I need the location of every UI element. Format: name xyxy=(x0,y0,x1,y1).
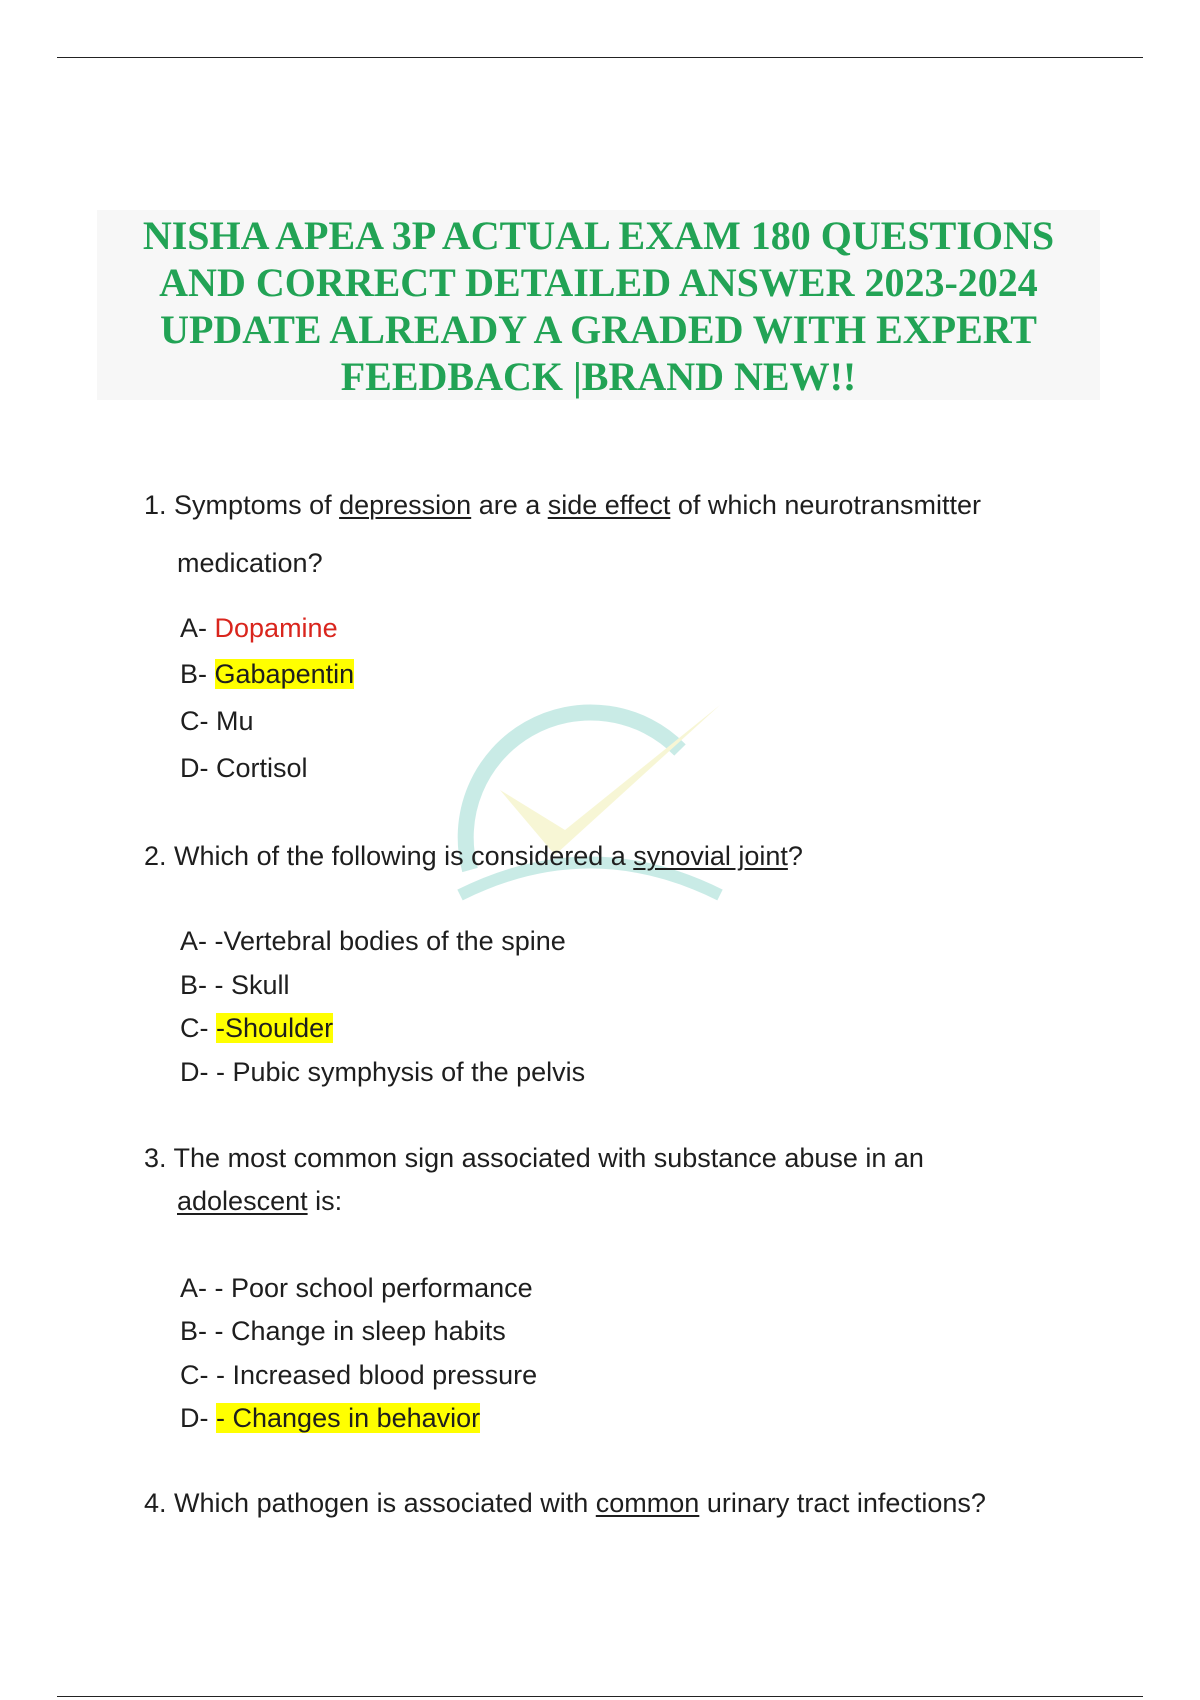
question-text: The most common sign associated with substance abuse in an xyxy=(173,1143,924,1173)
underlined-term: side effect xyxy=(547,490,671,520)
question-text: is: xyxy=(307,1186,343,1216)
question-2 xyxy=(144,839,803,873)
option-prefix: D- xyxy=(180,1057,209,1087)
answer-option xyxy=(180,924,566,958)
option-text: - Increased blood pressure xyxy=(216,1360,538,1390)
question-text: urinary tract infections? xyxy=(699,1488,986,1518)
answer-option xyxy=(180,968,290,1002)
answer-option xyxy=(180,1011,333,1045)
question-3-line-2 xyxy=(177,1184,342,1218)
option-prefix: B- xyxy=(180,659,207,689)
underlined-term: adolescent xyxy=(177,1186,308,1216)
option-prefix: A- xyxy=(180,926,207,956)
question-number: 1. xyxy=(144,490,167,520)
title-line: FEEDBACK |BRAND NEW!! xyxy=(340,354,857,399)
option-text: -Vertebral bodies of the spine xyxy=(214,926,566,956)
option-text: Mu xyxy=(216,706,254,736)
question-3 xyxy=(144,1141,924,1175)
answer-option xyxy=(180,657,354,691)
answer-option xyxy=(180,1271,533,1305)
question-text: ? xyxy=(787,841,803,871)
title-line: AND CORRECT DETAILED ANSWER 2023-2024 xyxy=(159,260,1038,305)
header-rule xyxy=(57,57,1143,58)
question-4 xyxy=(144,1486,986,1520)
question-text: of which neurotransmitter xyxy=(670,490,981,520)
underlined-term: common xyxy=(595,1488,700,1518)
answer-option xyxy=(180,1314,506,1348)
question-text: Symptoms of xyxy=(174,490,340,520)
option-prefix: D- xyxy=(180,753,209,783)
correct-answer-highlight: -Shoulder xyxy=(216,1013,334,1043)
document-title xyxy=(97,212,1100,400)
option-text: Dopamine xyxy=(214,613,338,643)
option-prefix: A- xyxy=(180,1273,207,1303)
answer-option xyxy=(180,611,338,645)
option-prefix: C- xyxy=(180,1013,209,1043)
option-prefix: A- xyxy=(180,613,207,643)
option-prefix: C- xyxy=(180,1360,209,1390)
question-number: 2. xyxy=(144,841,167,871)
question-number: 4. xyxy=(144,1488,167,1518)
option-prefix: D- xyxy=(180,1403,209,1433)
question-text: are a xyxy=(471,490,548,520)
option-prefix: C- xyxy=(180,706,209,736)
answer-option xyxy=(180,751,308,785)
question-number: 3. xyxy=(144,1143,167,1173)
checkmark-watermark-icon xyxy=(430,680,750,940)
correct-answer-highlight: - Changes in behavior xyxy=(216,1403,481,1433)
answer-option xyxy=(180,704,254,738)
question-1-line-2: medication? xyxy=(177,548,323,578)
option-text: - Poor school performance xyxy=(214,1273,533,1303)
underlined-term: synovial joint xyxy=(633,841,788,871)
option-text: - Pubic symphysis of the pelvis xyxy=(216,1057,586,1087)
option-text: - Change in sleep habits xyxy=(214,1316,506,1346)
title-line: NISHA APEA 3P ACTUAL EXAM 180 QUESTIONS xyxy=(142,213,1055,258)
question-1 xyxy=(144,488,981,522)
question-text: Which of the following is considered a xyxy=(174,841,634,871)
answer-option xyxy=(180,1358,537,1392)
underlined-term: depression xyxy=(339,490,472,520)
option-prefix: B- xyxy=(180,1316,207,1346)
answer-option xyxy=(180,1055,585,1089)
footer-rule xyxy=(57,1696,1143,1697)
option-text: Cortisol xyxy=(216,753,308,783)
option-text: - Skull xyxy=(214,970,290,1000)
answer-option xyxy=(180,1401,480,1435)
correct-answer-highlight: Gabapentin xyxy=(214,659,355,689)
title-line: UPDATE ALREADY A GRADED WITH EXPERT xyxy=(160,307,1037,352)
question-text: Which pathogen is associated with xyxy=(174,1488,596,1518)
option-prefix: B- xyxy=(180,970,207,1000)
